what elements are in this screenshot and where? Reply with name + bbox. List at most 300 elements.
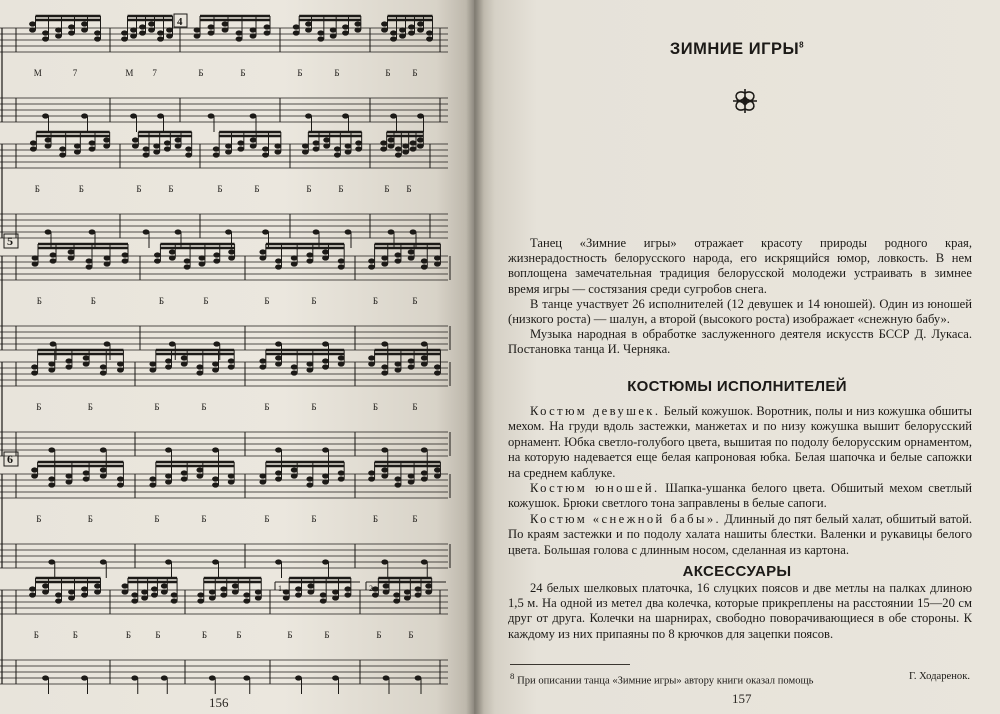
note-head bbox=[295, 586, 302, 591]
note-head bbox=[417, 27, 424, 32]
note-head bbox=[393, 598, 400, 603]
chord-label: Б bbox=[408, 630, 414, 640]
chord-label: Б bbox=[136, 184, 142, 194]
note-head bbox=[317, 30, 324, 35]
note-head bbox=[143, 229, 150, 234]
note-head bbox=[395, 252, 402, 257]
note-head bbox=[322, 364, 329, 369]
note-head bbox=[59, 152, 66, 157]
note-head bbox=[421, 264, 428, 269]
chord-label: Б bbox=[155, 630, 161, 640]
note-head bbox=[165, 358, 172, 363]
note-head bbox=[212, 447, 219, 452]
note-head bbox=[89, 146, 96, 151]
note-head bbox=[368, 264, 375, 269]
note-head bbox=[31, 473, 38, 478]
note-head bbox=[264, 24, 271, 29]
note-head bbox=[275, 361, 282, 366]
note-head bbox=[100, 559, 107, 564]
note-head bbox=[342, 30, 349, 35]
note-head bbox=[237, 140, 244, 145]
note-head bbox=[402, 149, 409, 154]
chord-label: Б bbox=[198, 68, 204, 78]
note-head bbox=[55, 33, 62, 38]
note-head bbox=[421, 476, 428, 481]
note-head bbox=[305, 27, 312, 32]
chord-label: Б bbox=[306, 184, 312, 194]
note-head bbox=[169, 255, 176, 260]
note-head bbox=[100, 447, 107, 452]
note-head bbox=[322, 479, 329, 484]
note-head bbox=[117, 476, 124, 481]
right-page-text bbox=[474, 0, 1000, 714]
note-head bbox=[415, 675, 422, 680]
note-head bbox=[236, 30, 243, 35]
note-head bbox=[48, 559, 55, 564]
note-head bbox=[275, 355, 282, 360]
note-head bbox=[228, 358, 235, 363]
note-head bbox=[184, 264, 191, 269]
note-head bbox=[81, 586, 88, 591]
chord-label: Б bbox=[87, 402, 93, 412]
note-head bbox=[408, 473, 415, 478]
note-head bbox=[410, 146, 417, 151]
note-head bbox=[141, 589, 148, 594]
note-head bbox=[237, 146, 244, 151]
note-head bbox=[165, 479, 172, 484]
note-head bbox=[161, 675, 168, 680]
chord-label: Б bbox=[311, 402, 317, 412]
note-head bbox=[132, 143, 139, 148]
note-head bbox=[31, 467, 38, 472]
note-head bbox=[209, 589, 216, 594]
chord-label: Б bbox=[311, 296, 317, 306]
note-head bbox=[45, 137, 52, 142]
note-head bbox=[55, 592, 62, 597]
note-head bbox=[320, 592, 327, 597]
note-head bbox=[228, 249, 235, 254]
note-head bbox=[220, 586, 227, 591]
chord-label: Б bbox=[297, 68, 303, 78]
note-head bbox=[425, 583, 432, 588]
note-head bbox=[381, 341, 388, 346]
costume-snow-woman: Костюм «снежной бабы». Длинный до пят белый халат, обшитый ватой. По краям застежки и по подолу халата нашиты блестки. Валенки и рукавицы белого цвета. Большая голова с длинным носом, сделанная из картона. bbox=[508, 511, 973, 557]
chord-label: Б bbox=[201, 630, 208, 640]
chord-label: Б bbox=[264, 402, 270, 412]
note-head bbox=[342, 24, 349, 29]
chord-label: 7 bbox=[72, 68, 78, 78]
note-head bbox=[322, 249, 329, 254]
chord-label: М bbox=[33, 68, 42, 78]
note-head bbox=[426, 30, 433, 35]
note-head bbox=[415, 592, 422, 597]
note-head bbox=[322, 473, 329, 478]
note-head bbox=[415, 586, 422, 591]
note-head bbox=[42, 36, 49, 41]
book-gutter bbox=[466, 0, 484, 714]
note-head bbox=[434, 364, 441, 369]
note-head bbox=[175, 229, 182, 234]
note-head bbox=[42, 675, 49, 680]
note-head bbox=[395, 367, 402, 372]
note-head bbox=[103, 143, 110, 148]
note-head bbox=[390, 30, 397, 35]
note-head bbox=[434, 255, 441, 260]
note-head bbox=[291, 261, 298, 266]
note-head bbox=[354, 21, 361, 26]
note-head bbox=[228, 479, 235, 484]
note-head bbox=[32, 261, 39, 266]
note-head bbox=[149, 476, 156, 481]
note-head bbox=[68, 255, 75, 260]
chord-label: Б bbox=[412, 514, 418, 524]
chord-label: Б bbox=[201, 402, 207, 412]
intro-paragraph: Танец «Зимние игры» отражает красоту природы родного края, жизнерадостность белорусского народа, его искрящийся юмор, ловкость. В нем воплощена замечательная традиция белорусской молодежи устраивать в зимнее время игры — состязания среди сугробов снега. bbox=[508, 236, 972, 296]
chord-label: Б bbox=[72, 630, 78, 640]
note-head bbox=[157, 36, 164, 41]
note-head bbox=[208, 30, 215, 35]
note-head bbox=[86, 264, 93, 269]
note-head bbox=[320, 598, 327, 603]
chord-label: Б bbox=[338, 184, 344, 194]
note-head bbox=[66, 364, 73, 369]
note-head bbox=[313, 229, 320, 234]
note-head bbox=[332, 675, 339, 680]
note-head bbox=[131, 598, 138, 603]
note-head bbox=[100, 370, 107, 375]
note-head bbox=[390, 113, 397, 118]
note-head bbox=[355, 140, 362, 145]
note-head bbox=[66, 479, 73, 484]
note-head bbox=[330, 27, 337, 32]
note-head bbox=[171, 598, 178, 603]
note-head bbox=[132, 137, 139, 142]
note-head bbox=[141, 595, 148, 600]
note-head bbox=[225, 149, 232, 154]
note-head bbox=[213, 341, 220, 346]
note-head bbox=[354, 27, 361, 32]
chord-label: Б bbox=[217, 184, 223, 194]
note-head bbox=[259, 358, 266, 363]
note-head bbox=[100, 473, 107, 478]
note-head bbox=[94, 36, 101, 41]
rehearsal-mark: 5 bbox=[7, 234, 13, 248]
note-head bbox=[275, 559, 282, 564]
note-head bbox=[94, 589, 101, 594]
note-head bbox=[408, 364, 415, 369]
note-head bbox=[322, 447, 329, 452]
note-head bbox=[68, 30, 75, 35]
note-head bbox=[434, 467, 441, 472]
right-page-number: 157 bbox=[732, 691, 752, 706]
note-head bbox=[404, 589, 411, 594]
note-head bbox=[165, 447, 172, 452]
note-head bbox=[169, 249, 176, 254]
chord-label: М bbox=[125, 68, 134, 78]
note-head bbox=[395, 476, 402, 481]
chord-label: Б bbox=[33, 630, 39, 640]
note-head bbox=[209, 595, 216, 600]
note-head bbox=[86, 258, 93, 263]
note-head bbox=[66, 358, 73, 363]
note-head bbox=[275, 476, 282, 481]
note-head bbox=[181, 470, 188, 475]
note-head bbox=[381, 27, 388, 32]
note-head bbox=[48, 447, 55, 452]
note-head bbox=[32, 255, 39, 260]
note-head bbox=[213, 258, 220, 263]
note-head bbox=[59, 146, 66, 151]
note-head bbox=[154, 252, 161, 257]
note-head bbox=[45, 143, 52, 148]
note-head bbox=[259, 364, 266, 369]
note-head bbox=[212, 476, 219, 481]
note-head bbox=[259, 255, 266, 260]
note-head bbox=[306, 367, 313, 372]
note-head bbox=[55, 598, 62, 603]
note-head bbox=[157, 113, 164, 118]
note-head bbox=[395, 152, 402, 157]
note-head bbox=[68, 589, 75, 594]
chord-label: Б bbox=[372, 514, 379, 524]
note-head bbox=[83, 361, 90, 366]
chord-label: Б bbox=[372, 296, 379, 306]
note-head bbox=[196, 370, 203, 375]
note-head bbox=[148, 21, 155, 26]
note-head bbox=[383, 583, 390, 588]
note-head bbox=[434, 370, 441, 375]
note-head bbox=[395, 258, 402, 263]
note-head bbox=[421, 361, 428, 366]
note-head bbox=[434, 473, 441, 478]
note-head bbox=[165, 364, 172, 369]
note-head bbox=[295, 592, 302, 597]
note-head bbox=[317, 36, 324, 41]
music-score bbox=[0, 0, 474, 714]
note-head bbox=[212, 559, 219, 564]
note-head bbox=[121, 30, 128, 35]
note-head bbox=[307, 583, 314, 588]
note-head bbox=[42, 113, 49, 118]
note-head bbox=[322, 358, 329, 363]
note-head bbox=[151, 586, 158, 591]
note-head bbox=[29, 21, 36, 26]
note-head bbox=[307, 589, 314, 594]
note-head bbox=[322, 559, 329, 564]
note-head bbox=[208, 24, 215, 29]
chord-label: Б bbox=[384, 184, 390, 194]
note-head bbox=[48, 482, 55, 487]
note-head bbox=[103, 137, 110, 142]
note-head bbox=[306, 476, 313, 481]
note-head bbox=[410, 229, 417, 234]
note-head bbox=[232, 589, 239, 594]
note-head bbox=[164, 140, 171, 145]
chord-label: 7 bbox=[152, 68, 157, 78]
note-head bbox=[274, 149, 281, 154]
chord-label: Б bbox=[154, 402, 160, 412]
note-head bbox=[368, 258, 375, 263]
note-head bbox=[213, 152, 220, 157]
note-head bbox=[250, 143, 257, 148]
note-head bbox=[380, 140, 387, 145]
note-head bbox=[213, 146, 220, 151]
note-head bbox=[408, 255, 415, 260]
note-head bbox=[334, 146, 341, 151]
note-head bbox=[421, 258, 428, 263]
intro-paragraph: В танце участвует 26 исполнителей (12 девушек и 14 юношей). Один из юношей (низкого роста) — шалун, а второй (высокого роста) изображает «снежную бабу». bbox=[508, 296, 972, 327]
note-head bbox=[274, 143, 281, 148]
note-head bbox=[171, 592, 178, 597]
chord-label: Б bbox=[287, 630, 293, 640]
note-head bbox=[68, 24, 75, 29]
rehearsal-mark: 4 bbox=[177, 16, 183, 28]
note-head bbox=[42, 30, 49, 35]
note-head bbox=[372, 592, 379, 597]
note-head bbox=[42, 583, 49, 588]
note-head bbox=[313, 140, 320, 145]
note-head bbox=[306, 252, 313, 257]
note-head bbox=[199, 255, 206, 260]
note-head bbox=[383, 675, 390, 680]
note-head bbox=[104, 341, 111, 346]
note-head bbox=[68, 249, 75, 254]
note-head bbox=[323, 143, 330, 148]
note-head bbox=[83, 470, 90, 475]
note-head bbox=[381, 559, 388, 564]
note-head bbox=[228, 255, 235, 260]
note-head bbox=[117, 367, 124, 372]
footnote-divider bbox=[510, 664, 630, 665]
note-head bbox=[381, 261, 388, 266]
note-head bbox=[262, 229, 269, 234]
note-head bbox=[45, 229, 52, 234]
note-head bbox=[194, 27, 201, 32]
footnote-text: При описании танца «Зимние игры» автору книги оказал помощь bbox=[517, 675, 814, 687]
note-head bbox=[250, 33, 257, 38]
left-page-number: 156 bbox=[209, 695, 229, 710]
note-head bbox=[338, 264, 345, 269]
note-head bbox=[421, 447, 428, 452]
note-head bbox=[175, 137, 182, 142]
note-head bbox=[306, 361, 313, 366]
left-page-sheet-music bbox=[0, 0, 474, 714]
note-head bbox=[410, 140, 417, 145]
note-head bbox=[81, 592, 88, 597]
note-head bbox=[196, 473, 203, 478]
note-head bbox=[255, 595, 262, 600]
note-head bbox=[181, 476, 188, 481]
note-head bbox=[434, 261, 441, 266]
note-head bbox=[29, 586, 36, 591]
note-head bbox=[29, 27, 36, 32]
note-head bbox=[306, 482, 313, 487]
note-head bbox=[395, 482, 402, 487]
note-head bbox=[275, 341, 282, 346]
chord-label: Б bbox=[36, 514, 42, 524]
note-head bbox=[169, 341, 176, 346]
note-head bbox=[89, 140, 96, 145]
note-head bbox=[232, 583, 239, 588]
chord-label: Б bbox=[376, 630, 382, 640]
note-head bbox=[104, 255, 111, 260]
note-head bbox=[213, 252, 220, 257]
note-head bbox=[250, 27, 257, 32]
note-head bbox=[225, 229, 232, 234]
chord-label: Б bbox=[236, 630, 242, 640]
note-head bbox=[94, 583, 101, 588]
note-head bbox=[381, 370, 388, 375]
note-head bbox=[305, 21, 312, 26]
note-head bbox=[197, 592, 204, 597]
note-head bbox=[355, 146, 362, 151]
note-head bbox=[89, 229, 96, 234]
note-head bbox=[81, 21, 88, 26]
note-head bbox=[149, 367, 156, 372]
snowflake-ornament-icon bbox=[728, 86, 762, 116]
note-head bbox=[117, 361, 124, 366]
note-head bbox=[236, 36, 243, 41]
note-head bbox=[222, 27, 229, 32]
chord-label: Б bbox=[125, 630, 132, 640]
note-head bbox=[139, 24, 146, 29]
chord-label: Б bbox=[385, 68, 391, 78]
note-head bbox=[212, 361, 219, 366]
note-head bbox=[122, 252, 129, 257]
note-head bbox=[243, 598, 250, 603]
footnote bbox=[510, 670, 970, 688]
note-head bbox=[305, 113, 312, 118]
note-head bbox=[143, 152, 150, 157]
note-head bbox=[338, 355, 345, 360]
title-footnote-mark: 8 bbox=[799, 40, 805, 50]
note-head bbox=[388, 143, 395, 148]
note-head bbox=[139, 30, 146, 35]
chord-label: Б bbox=[78, 184, 84, 194]
note-head bbox=[390, 36, 397, 41]
note-head bbox=[381, 21, 388, 26]
note-head bbox=[194, 33, 201, 38]
note-head bbox=[81, 27, 88, 32]
chord-label: Б bbox=[240, 68, 246, 78]
note-head bbox=[222, 21, 229, 26]
note-head bbox=[338, 258, 345, 263]
chord-label: Б bbox=[264, 296, 270, 306]
note-head bbox=[50, 341, 57, 346]
note-head bbox=[196, 467, 203, 472]
note-head bbox=[100, 467, 107, 472]
note-head bbox=[228, 473, 235, 478]
note-head bbox=[225, 143, 232, 148]
note-head bbox=[421, 470, 428, 475]
note-head bbox=[342, 113, 349, 118]
note-head bbox=[417, 143, 424, 148]
note-head bbox=[334, 152, 341, 157]
note-head bbox=[104, 261, 111, 266]
note-head bbox=[344, 586, 351, 591]
chord-label: Б bbox=[34, 184, 40, 194]
note-head bbox=[425, 589, 432, 594]
note-head bbox=[185, 146, 192, 151]
note-head bbox=[81, 113, 88, 118]
note-head bbox=[209, 675, 216, 680]
note-head bbox=[322, 255, 329, 260]
note-head bbox=[148, 27, 155, 32]
chord-label: Б bbox=[334, 68, 340, 78]
note-head bbox=[259, 473, 266, 478]
note-head bbox=[332, 595, 339, 600]
note-head bbox=[417, 137, 424, 142]
